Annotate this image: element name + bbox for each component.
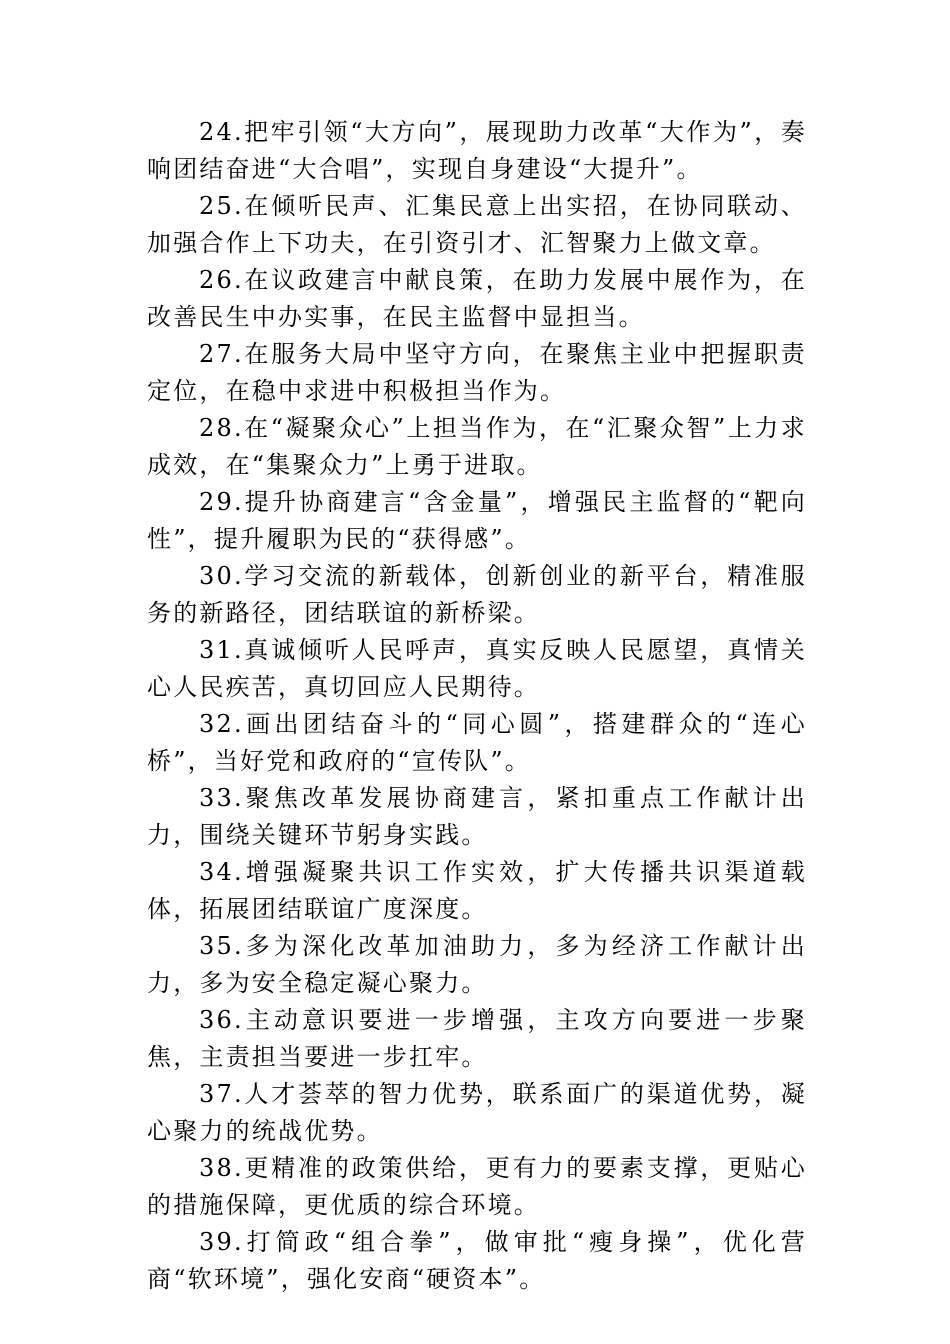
paragraph-27: 27.在服务大局中坚守方向，在聚焦主业中把握职责定位，在稳中求进中积极担当作为。 xyxy=(147,340,807,405)
paragraph-32: 32.画出团结奋斗的“同心圆”，搭建群众的“连心桥”，当好党和政府的“宣传队”。 xyxy=(147,710,807,775)
paragraph-37: 37.人才荟萃的智力优势，联系面广的渠道优势，凝心聚力的统战优势。 xyxy=(147,1080,807,1145)
paragraph-36: 36.主动意识要进一步增强，主攻方向要进一步聚焦，主责担当要进一步扛牢。 xyxy=(147,1006,807,1071)
paragraph-28: 28.在“凝聚众心”上担当作为，在“汇聚众智”上力求成效，在“集聚众力”上勇于进取。 xyxy=(147,414,807,479)
document-body xyxy=(147,114,807,1298)
paragraph-26: 26.在议政建言中献良策，在助力发展中展作为，在改善民生中办实事，在民主监督中显担当。 xyxy=(147,266,807,331)
paragraph-24: 24.把牢引领“大方向”，展现助力改革“大作为”，奏响团结奋进“大合唱”，实现自身建设“大提升”。 xyxy=(147,118,807,183)
paragraph-34: 34.增强凝聚共识工作实效，扩大传播共识渠道载体，拓展团结联谊广度深度。 xyxy=(147,858,807,923)
paragraph-31: 31.真诚倾听人民呼声，真实反映人民愿望，真情关心人民疾苦，真切回应人民期待。 xyxy=(147,636,807,701)
paragraph-33: 33.聚焦改革发展协商建言，紧扣重点工作献计出力，围绕关键环节躬身实践。 xyxy=(147,784,807,849)
paragraph-25: 25.在倾听民声、汇集民意上出实招，在协同联动、加强合作上下功夫，在引资引才、汇智聚力上做文章。 xyxy=(147,192,807,257)
paragraph-30: 30.学习交流的新载体，创新创业的新平台，精准服务的新路径，团结联谊的新桥梁。 xyxy=(147,562,807,627)
paragraph-39: 39.打简政“组合拳”，做审批“瘦身操”，优化营商“软环境”，强化安商“硬资本”。 xyxy=(147,1228,807,1293)
paragraph-29: 29.提升协商建言“含金量”，增强民主监督的“靶向性”，提升履职为民的“获得感”。 xyxy=(147,488,807,553)
paragraph-35: 35.多为深化改革加油助力，多为经济工作献计出力，多为安全稳定凝心聚力。 xyxy=(147,932,807,997)
paragraph-38: 38.更精准的政策供给，更有力的要素支撑，更贴心的措施保障，更优质的综合环境。 xyxy=(147,1154,807,1219)
